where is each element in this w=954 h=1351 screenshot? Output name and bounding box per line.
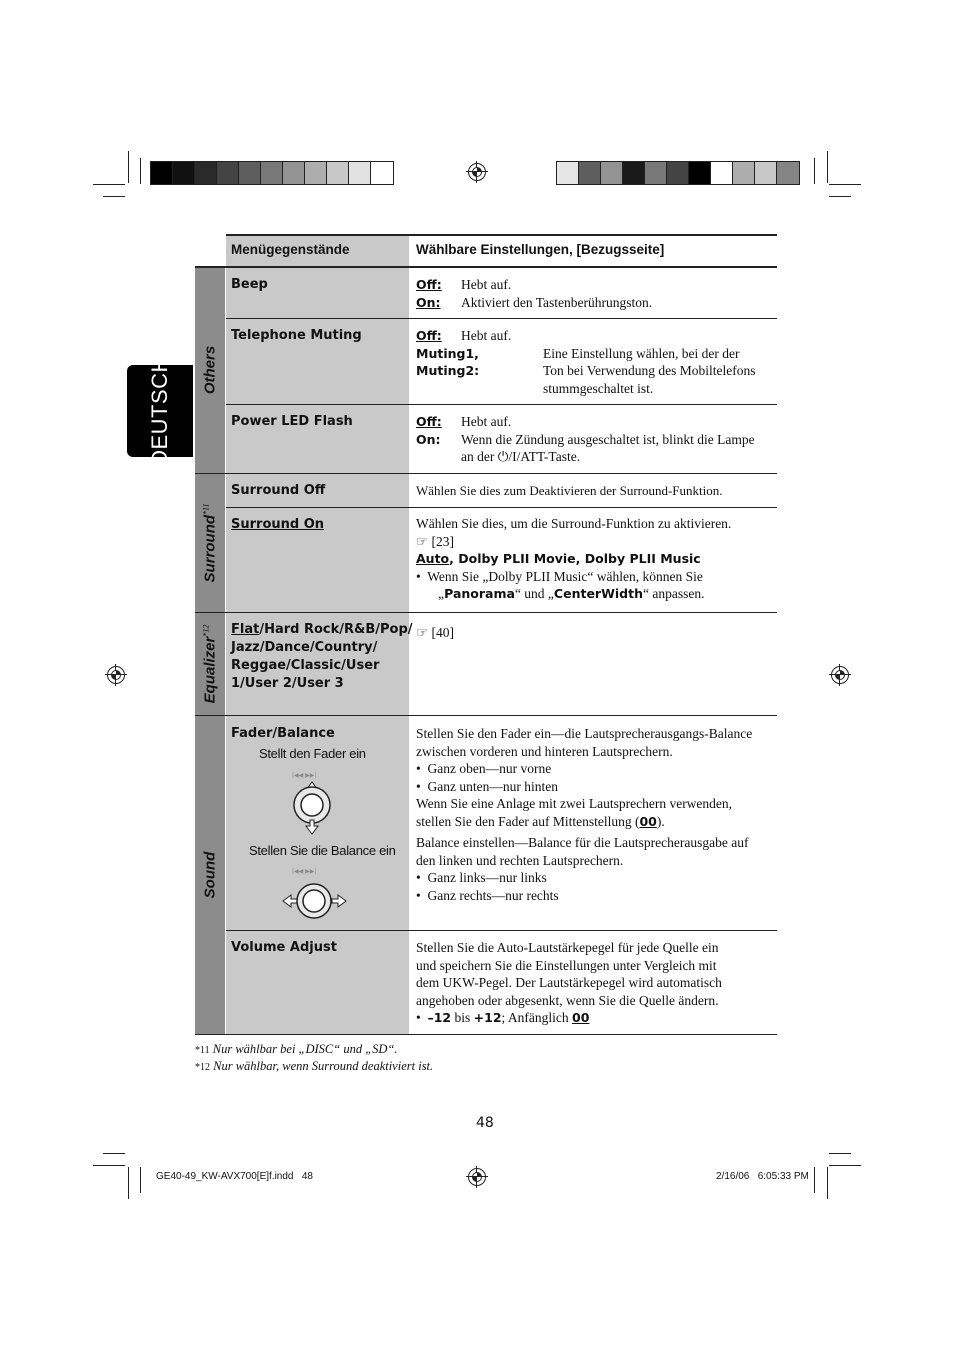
desc-fader-balance: Stellen Sie den Fader ein—die Lautsprecherausgangs-Balance zwischen vorderen und hinteren Lautsprechern. • Ganz oben—nur vorne • Ganz unten—nur hinten Wenn Sie eine Anlage mit zwei Lautsprechern verwenden, stellen Sie den Fader auf Mittenstellung (00). Balance einstellen—Balance für die Lautsprecherausgabe auf den linken und rechten Lautsprechern. • Ganz links—nur links • Ganz rechts—nur rechts bbox=[416, 725, 778, 904]
option-text: Hebt auf. bbox=[461, 277, 512, 292]
category-others-label: Others bbox=[201, 345, 219, 395]
items-bg-others bbox=[226, 268, 409, 473]
fader-default-value: 00 bbox=[639, 813, 657, 829]
page-number: 48 bbox=[476, 1115, 494, 1131]
color-bar-left bbox=[150, 161, 394, 185]
option-on: On: bbox=[416, 431, 441, 447]
item-beep: Beep bbox=[231, 277, 268, 292]
registration-mark bbox=[831, 666, 849, 684]
category-equalizer-label: Equalizer bbox=[201, 636, 219, 704]
option-text: stummgeschaltet ist. bbox=[543, 380, 654, 396]
balance-caption: Stellen Sie die Balance ein bbox=[249, 843, 396, 858]
list-item: • Ganz oben—nur vorne bbox=[416, 761, 552, 776]
svg-text:|◀◀ ▶▶|: |◀◀ ▶▶| bbox=[292, 772, 317, 779]
item-fader-balance: Fader/Balance bbox=[231, 726, 335, 741]
option-text: Wenn die Zündung ausgeschaltet ist, blinkt die Lampe bbox=[461, 431, 755, 447]
category-sound bbox=[195, 716, 225, 1034]
table-bottom-rule bbox=[195, 1034, 777, 1035]
crop-mark bbox=[827, 151, 828, 183]
list-item: • Wenn Sie „Dolby PLII Music“ wählen, können Sie „Panorama“ und „CenterWidth“ anpassen. bbox=[416, 568, 705, 601]
option-auto: Auto bbox=[416, 551, 450, 566]
registration-mark bbox=[468, 163, 486, 181]
list-item: • –12 bis +12; Anfänglich 00 bbox=[416, 1010, 590, 1025]
item-telephone-muting: Telephone Muting bbox=[231, 328, 362, 343]
table-top-rule bbox=[226, 234, 777, 236]
equalizer-footnote-ref: *12 bbox=[201, 624, 211, 637]
option-text: Eine Einstellung wählen, bei der der bbox=[543, 345, 740, 361]
option-off: Off: bbox=[416, 277, 442, 292]
language-tab-label: DEUTSCH bbox=[147, 356, 172, 466]
category-surround-label: Surround bbox=[201, 514, 219, 583]
crop-mark bbox=[103, 196, 125, 197]
option-off: Off: bbox=[416, 414, 442, 429]
surround-on-text: Wählen Sie dies, um die Surround-Funktion zu aktivieren. bbox=[416, 516, 732, 531]
fader-dial-icon bbox=[282, 768, 342, 838]
desc-surround-off: Wählen Sie dies zum Deaktivieren der Surround-Funktion. bbox=[416, 483, 723, 498]
option-off: Off: bbox=[416, 328, 442, 343]
row-divider bbox=[226, 404, 777, 405]
list-item: • Ganz links—nur links bbox=[416, 870, 547, 885]
svg-text:|◀◀ ▶▶|: |◀◀ ▶▶| bbox=[292, 868, 317, 875]
crop-mark bbox=[93, 184, 125, 185]
option-list: , Dolby PLII Movie, Dolby PLII Music bbox=[449, 551, 701, 566]
crop-mark bbox=[128, 151, 129, 183]
color-bar-right bbox=[556, 161, 800, 185]
category-others bbox=[195, 268, 225, 473]
option-muting: Muting1, Muting2: bbox=[416, 345, 480, 378]
list-item: • Ganz unten—nur hinten bbox=[416, 778, 558, 794]
crop-mark bbox=[827, 1167, 828, 1199]
preset-flat: Flat bbox=[231, 622, 260, 637]
category-equalizer bbox=[195, 613, 225, 715]
registration-mark bbox=[468, 1168, 486, 1186]
list-item: • Ganz rechts—nur rechts bbox=[416, 887, 559, 903]
print-file-info: GE40-49_KW-AVX700[E]f.indd 48 bbox=[156, 1171, 313, 1182]
row-divider bbox=[226, 318, 777, 319]
crop-mark bbox=[829, 1153, 851, 1154]
desc-surround-on bbox=[416, 515, 778, 603]
row-divider bbox=[226, 930, 777, 931]
desc-beep bbox=[416, 276, 778, 311]
desc-volume-adjust: Stellen Sie die Auto-Lautstärkepegel für jede Quelle ein und speichern Sie die Einstellungen unter Vergleich mit dem UKW-Pegel. Der Lautstärkepegel wird automatisch angehoben oder abgesenkt, wenn Sie die Quelle ändern. • –12 bis +12; Anfänglich 00 bbox=[416, 939, 778, 1027]
balance-dial-icon bbox=[280, 864, 350, 920]
option-text: an der ⏻/I/ATT-Taste. bbox=[461, 449, 581, 464]
row-divider bbox=[226, 507, 777, 508]
footnote-11: *11 Nur wählbar bei „DISC“ und „SD“. bbox=[195, 1042, 398, 1056]
option-text: Aktiviert den Tastenberührungston. bbox=[461, 294, 653, 310]
page-reference: ☞ [23] bbox=[416, 533, 454, 549]
option-on: On: bbox=[416, 294, 441, 310]
surround-footnote-ref: *11 bbox=[201, 503, 211, 515]
print-date-info: 2/16/06 6:05:33 PM bbox=[716, 1171, 809, 1182]
option-panorama: Panorama bbox=[444, 586, 515, 601]
row-divider bbox=[195, 612, 777, 613]
category-surround bbox=[195, 474, 225, 612]
option-text: Hebt auf. bbox=[461, 414, 512, 429]
fader-caption: Stellt den Fader ein bbox=[259, 746, 366, 761]
item-surround-on: Surround On bbox=[231, 517, 325, 532]
desc-equalizer: ☞ [40] bbox=[416, 625, 454, 640]
crop-mark bbox=[93, 1165, 125, 1166]
crop-mark bbox=[829, 184, 861, 185]
crop-mark bbox=[140, 1167, 141, 1193]
category-sound-label: Sound bbox=[201, 851, 219, 899]
desc-telephone-muting bbox=[416, 327, 778, 397]
crop-mark bbox=[829, 196, 851, 197]
option-text: Ton bei Verwendung des Mobiltelefons bbox=[543, 363, 756, 378]
range-max: +12 bbox=[473, 1010, 502, 1025]
row-divider bbox=[195, 715, 777, 716]
row-divider bbox=[195, 473, 777, 474]
volume-default-value: 00 bbox=[572, 1010, 590, 1025]
language-tab bbox=[127, 356, 193, 466]
footnote-12: *12 Nur wählbar, wenn Surround deaktiviert ist. bbox=[195, 1059, 434, 1073]
header-col-items: Menügegenstände bbox=[231, 242, 350, 257]
item-power-led-flash: Power LED Flash bbox=[231, 414, 353, 429]
option-centerwidth: CenterWidth bbox=[553, 586, 643, 601]
option-text: Hebt auf. bbox=[461, 328, 512, 343]
crop-mark bbox=[814, 1167, 815, 1193]
crop-mark bbox=[140, 158, 141, 184]
crop-mark bbox=[814, 158, 815, 184]
range-min: –12 bbox=[427, 1010, 452, 1025]
crop-mark bbox=[829, 1165, 861, 1166]
item-surround-off: Surround Off bbox=[231, 483, 326, 498]
crop-mark bbox=[128, 1167, 129, 1199]
crop-mark bbox=[103, 1153, 125, 1154]
registration-mark bbox=[107, 666, 125, 684]
header-col-settings: Wählbare Einstellungen, [Bezugsseite] bbox=[416, 242, 665, 257]
item-equalizer-presets: Flat/Hard Rock/R&B/Pop/ Jazz/Dance/Country/ Reggae/Classic/User 1/User 2/User 3 bbox=[231, 622, 413, 691]
desc-power-led-flash bbox=[416, 413, 778, 466]
item-volume-adjust: Volume Adjust bbox=[231, 940, 337, 955]
